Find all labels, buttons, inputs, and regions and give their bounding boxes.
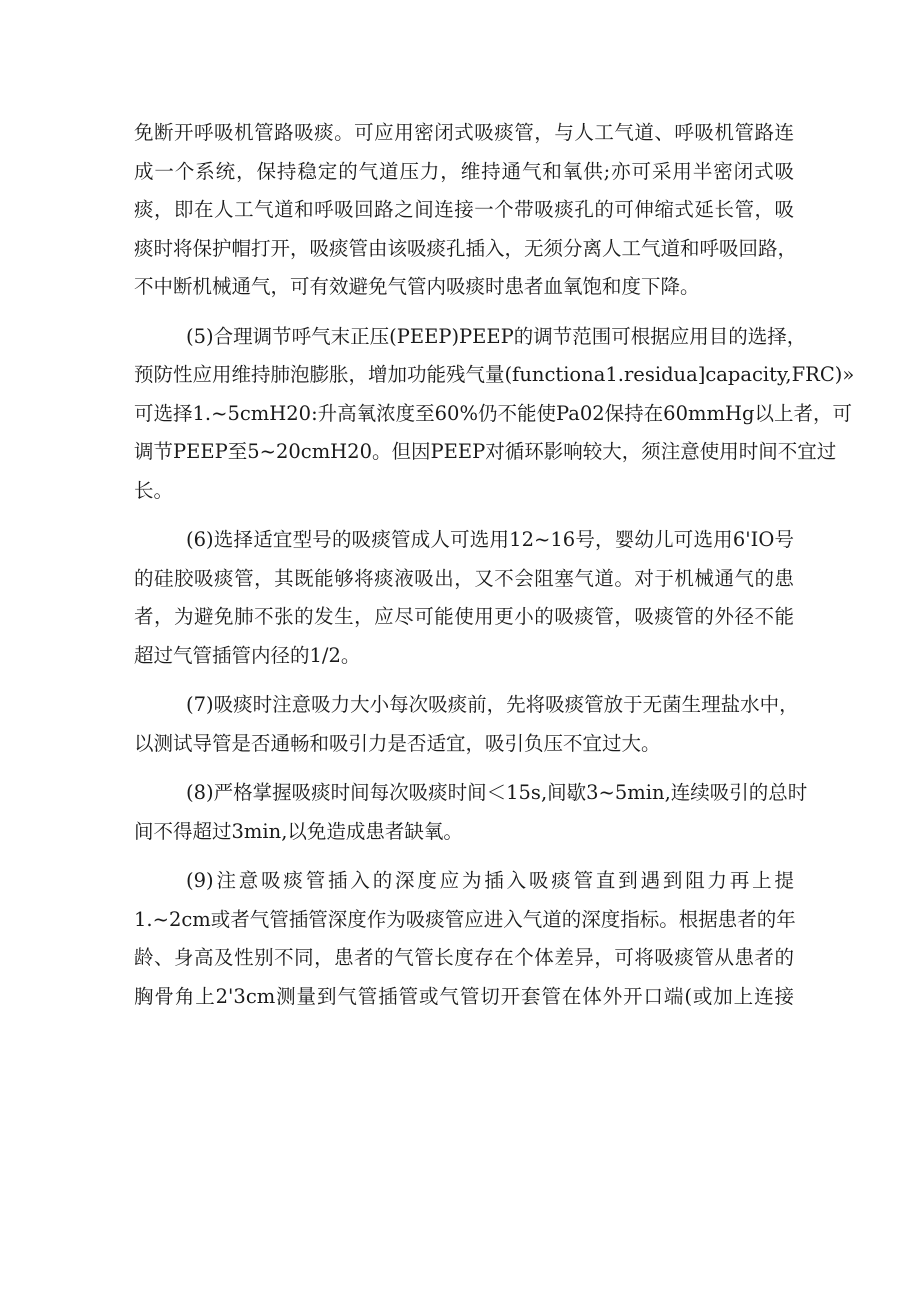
text-line: 免断开呼吸机管路吸痰。可应用密闭式吸痰管，与人工气道、呼吸机管路连 bbox=[134, 121, 794, 144]
text-line: 的硅胶吸痰管，其既能够将痰液吸出，又不会阻塞气道。对于机械通气的患 bbox=[134, 566, 794, 590]
text-line: 超过气管插管内径的1/2。 bbox=[134, 643, 361, 667]
paragraph-9 bbox=[134, 862, 794, 1016]
text-line: (6)选择适宜型号的吸痰管成人可选用12~16号，婴幼儿可选用6'IO号 bbox=[186, 528, 794, 551]
paragraph-7 bbox=[134, 686, 799, 763]
paragraph-6 bbox=[134, 521, 794, 675]
text-line: 者，为避免肺不张的发生，应尽可能使用更小的吸痰管，吸痰管的外径不能 bbox=[134, 605, 794, 628]
text-line: 龄、身高及性别不同，患者的气管长度存在个体差异，可将吸痰管从患者的 bbox=[134, 946, 794, 969]
text-line: (7)吸痰时注意吸力大小每次吸痰前，先将吸痰管放于无菌生理盐水中， bbox=[186, 693, 799, 716]
text-line: 预防性应用维持肺泡膨胀，增加功能残气量(functiona1.residua]capacity,FRC)» bbox=[134, 363, 855, 386]
text-line: (5)合理调节呼气末正压(PEEP)PEEP的调节范围可根据应用目的选择， bbox=[186, 324, 807, 348]
paragraph-continuation bbox=[134, 114, 798, 307]
text-line: 痰时将保护帽打开，吸痰管由该吸痰孔插入，无须分离人工气道和呼吸回路， bbox=[134, 236, 798, 260]
text-line: 长。 bbox=[134, 478, 174, 502]
text-line: (9)注意吸痰管插入的深度应为插入吸痰管直到遇到阻力再上提 bbox=[186, 869, 794, 892]
text-line: 可选择1.~5cmH20:升高氧浓度至60%仍不能使Pa02保持在60mmHg以上者，可 bbox=[134, 401, 852, 425]
paragraph-8 bbox=[134, 774, 808, 851]
text-line: (8)严格掌握吸痰时间每次吸痰时间＜15s,间歇3~5min,连续吸引的总时 bbox=[186, 781, 808, 804]
text-line: 调节PEEP至5~20cmH20。但因PEEP对循环影响较大，须注意使用时间不宜过 bbox=[134, 440, 837, 463]
text-line: 痰，即在人工气道和呼吸回路之间连接一个带吸痰孔的可伸缩式延长管，吸 bbox=[134, 198, 794, 221]
text-line: 1.~2cm或者气管插管深度作为吸痰管应进入气道的深度指标。根据患者的年 bbox=[134, 907, 796, 931]
text-line: 以测试导管是否通畅和吸引力是否适宜，吸引负压不宜过大。 bbox=[134, 731, 661, 755]
text-line: 胸骨角上2'3cm测量到气管插管或气管切开套管在体外开口端(或加上连接 bbox=[134, 984, 794, 1008]
paragraph-5 bbox=[134, 318, 855, 511]
text-line: 间不得超过3min,以免造成患者缺氧。 bbox=[134, 819, 463, 843]
text-line: 成一个系统，保持稳定的气道压力，维持通气和氧供;亦可采用半密闭式吸 bbox=[134, 159, 794, 183]
text-line: 不中断机械通气，可有效避免气管内吸痰时患者血氧饱和度下降。 bbox=[134, 275, 700, 298]
document-body bbox=[134, 114, 855, 1027]
